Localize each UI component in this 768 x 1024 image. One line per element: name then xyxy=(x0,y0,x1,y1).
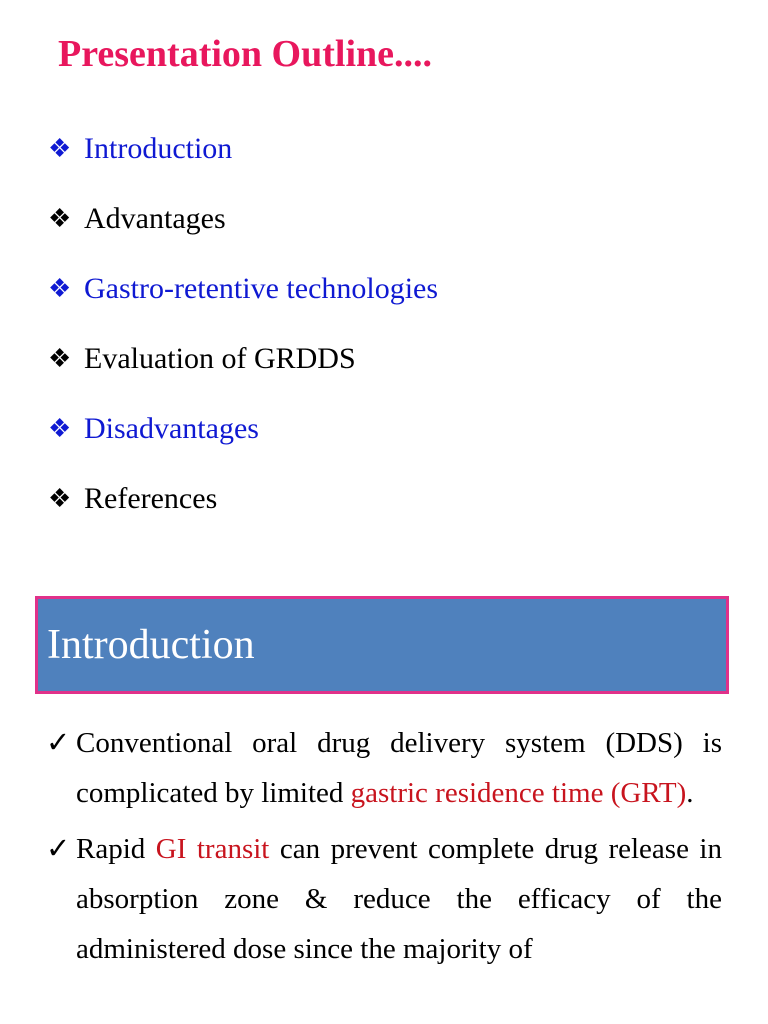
diamond-star-icon: ❖ xyxy=(48,134,72,163)
outline-item-evaluation xyxy=(48,324,438,394)
outline-item-introduction xyxy=(48,114,438,184)
checkmark-icon: ✓ xyxy=(46,833,71,865)
section-banner xyxy=(35,596,729,694)
outline-item-label: Evaluation of GRDDS xyxy=(84,342,356,375)
intro-bullet-1 xyxy=(46,718,722,818)
body-text: Rapid xyxy=(76,833,156,865)
highlighted-term: gastric residence time (GRT) xyxy=(350,777,687,809)
checkmark-icon: ✓ xyxy=(46,727,71,759)
outline-item-label: References xyxy=(84,482,218,515)
diamond-star-icon: ❖ xyxy=(48,484,72,513)
outline-item-gastro-retentive xyxy=(48,254,438,324)
intro-bullet-2 xyxy=(46,824,722,974)
outline-list xyxy=(48,114,438,534)
outline-item-label: Disadvantages xyxy=(84,412,259,445)
outline-item-label: Introduction xyxy=(84,132,233,165)
body-text: can prevent complete drug release in absorption zone & reduce the efficacy of the administered dose since the majority of xyxy=(76,833,722,965)
intro-bullet-list xyxy=(46,718,722,980)
diamond-star-icon: ❖ xyxy=(48,274,72,303)
diamond-star-icon: ❖ xyxy=(48,344,72,373)
outline-item-label: Gastro-retentive technologies xyxy=(84,272,439,305)
section-heading: Introduction xyxy=(47,622,255,668)
outline-item-disadvantages xyxy=(48,394,438,464)
outline-item-references xyxy=(48,464,438,534)
page-title: Presentation Outline.... xyxy=(58,33,433,75)
body-text: Conventional oral drug delivery system (DDS) is complicated by limited xyxy=(76,727,722,809)
outline-item-advantages xyxy=(48,184,438,254)
highlighted-term: GI transit xyxy=(155,833,270,865)
body-text: . xyxy=(686,777,694,809)
diamond-star-icon: ❖ xyxy=(48,204,72,233)
outline-item-label: Advantages xyxy=(84,202,226,235)
diamond-star-icon: ❖ xyxy=(48,414,72,443)
